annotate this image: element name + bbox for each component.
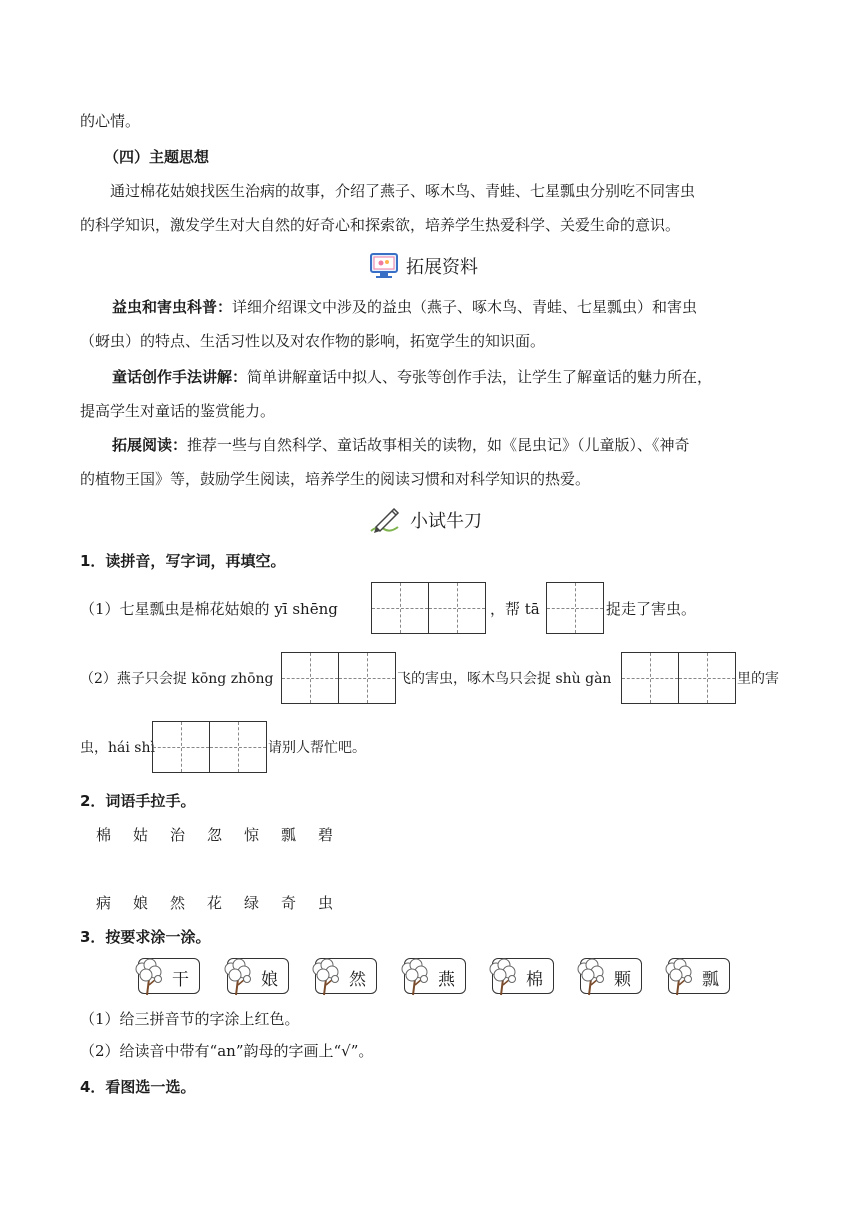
cotton-flower-icon	[395, 957, 435, 1001]
ext-item-text: 简单讲解童话中拟人、夸张等创作手法，让学生了解童话的魅力所在，	[247, 368, 713, 386]
tianzi-grid[interactable]	[371, 582, 486, 634]
tianzi-grid[interactable]	[546, 582, 604, 634]
q1-2-text-d: 虫，hái shì	[80, 740, 155, 756]
section-heading: （四）主题思想	[104, 148, 210, 166]
practice-title	[368, 505, 482, 535]
q3-2-text: （2）给读音中带有“an”韵母的字画上“√”。	[80, 1042, 374, 1060]
cotton-char-card[interactable]	[668, 958, 730, 994]
tianzi-grid[interactable]	[152, 721, 267, 773]
q1-2-text-c: 里的害	[737, 671, 779, 687]
q1-2-text-e: 请别人帮忙吧。	[268, 740, 366, 756]
question-1: 1．读拼音，写字词，再填空。	[80, 552, 286, 570]
extension-title-text: 拓展资料	[406, 257, 478, 278]
ext-item-3-line-1	[112, 434, 812, 456]
ext-item-2-line-1	[112, 366, 812, 388]
ext-item-text: 推荐一些与自然科学、童话故事相关的读物，如《昆虫记》（儿童版）、《神奇	[187, 436, 690, 454]
cotton-char-card[interactable]	[404, 958, 466, 994]
word-char[interactable]: 娘	[133, 894, 149, 912]
word-char[interactable]: 碧	[318, 826, 334, 844]
cotton-char-card[interactable]	[580, 958, 642, 994]
cotton-char-card[interactable]	[227, 958, 289, 994]
word-char[interactable]: 棉	[96, 826, 112, 844]
word-row-1	[96, 824, 355, 845]
word-char[interactable]: 奇	[281, 894, 297, 912]
card-char: 瓢	[702, 970, 719, 990]
word-row-2	[96, 892, 355, 913]
word-char[interactable]: 然	[170, 894, 186, 912]
word-char[interactable]: 瓢	[281, 826, 297, 844]
screen-icon	[370, 253, 398, 279]
theme-line-1: 通过棉花姑娘找医生治病的故事，介绍了燕子、啄木鸟、青蛙、七星瓢虫分别吃不同害虫	[110, 182, 696, 200]
ext-item-3-line-2: 的植物王国》等，鼓励学生阅读，培养学生的阅读习惯和对科学知识的热爱。	[80, 470, 591, 488]
q1-1-text-a: （1）七星瓢虫是棉花姑娘的 yī shēng	[80, 600, 338, 618]
word-char[interactable]: 虫	[318, 894, 334, 912]
word-char[interactable]: 治	[170, 826, 186, 844]
card-char: 然	[349, 970, 366, 990]
card-char: 娘	[261, 970, 278, 990]
card-char: 干	[172, 970, 189, 990]
ext-item-label: 益虫和害虫科普：	[112, 298, 233, 316]
ext-item-label: 拓展阅读：	[112, 436, 188, 454]
text-line: 的心情。	[80, 112, 141, 130]
ext-item-2-line-2: 提高学生对童话的鉴赏能力。	[80, 402, 276, 420]
word-char[interactable]: 绿	[244, 894, 260, 912]
q1-1-text-b: ，帮 tā	[490, 600, 540, 618]
word-char[interactable]: 姑	[133, 826, 149, 844]
q3-1-text: （1）给三拼音节的字涂上红色。	[80, 1010, 300, 1028]
ext-item-1-line-1	[112, 296, 812, 318]
question-3: 3．按要求涂一涂。	[80, 928, 211, 946]
tianzi-grid[interactable]	[281, 652, 396, 704]
word-char[interactable]: 花	[207, 894, 223, 912]
q1-2-text-b: 飞的害虫，啄木鸟只会捉 shù gàn	[397, 671, 612, 687]
ext-item-1-line-2: （蚜虫）的特点、生活习性以及对农作物的影响，拓宽学生的知识面。	[80, 332, 546, 350]
card-char: 颗	[614, 970, 631, 990]
cotton-flower-icon	[483, 957, 523, 1001]
word-char[interactable]: 忽	[207, 826, 223, 844]
cotton-flower-icon	[306, 957, 346, 1001]
theme-line-2: 的科学知识，激发学生对大自然的好奇心和探索欲，培养学生热爱科学、关爱生命的意识。	[80, 216, 681, 234]
extension-title	[370, 253, 478, 279]
question-4: 4．看图选一选。	[80, 1078, 196, 1096]
practice-title-text: 小试牛刀	[410, 511, 482, 532]
cotton-flower-icon	[129, 957, 169, 1001]
ext-item-label: 童话创作手法讲解：	[112, 368, 248, 386]
cotton-char-card[interactable]	[138, 958, 200, 994]
cotton-char-card[interactable]	[492, 958, 554, 994]
cotton-flower-icon	[571, 957, 611, 1001]
cotton-flower-icon	[659, 957, 699, 1001]
pen-writing-icon	[368, 505, 402, 535]
tianzi-grid[interactable]	[621, 652, 736, 704]
cotton-flower-icon	[218, 957, 258, 1001]
q1-2-text-a: （2）燕子只会捉 kōng zhōng	[80, 671, 274, 687]
card-char: 棉	[526, 970, 543, 990]
q1-1-text-c: 捉走了害虫。	[606, 600, 697, 618]
card-char: 燕	[438, 970, 455, 990]
word-char[interactable]: 惊	[244, 826, 260, 844]
ext-item-text: 详细介绍课文中涉及的益虫（燕子、啄木鸟、青蛙、七星瓢虫）和害虫	[232, 298, 698, 316]
word-char[interactable]: 病	[96, 894, 112, 912]
question-2: 2．词语手拉手。	[80, 792, 196, 810]
cotton-char-card[interactable]	[315, 958, 377, 994]
